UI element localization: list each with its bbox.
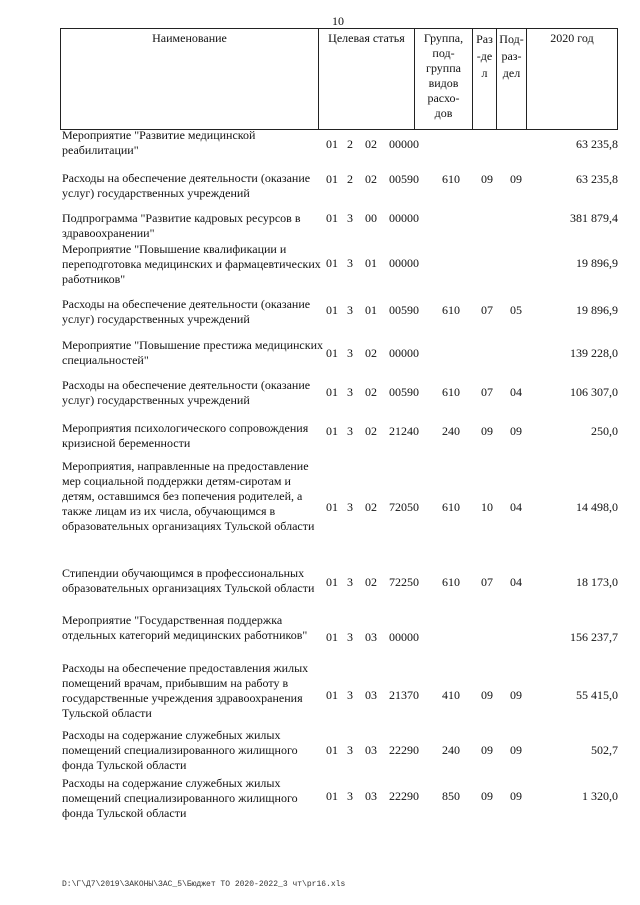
row-name: Расходы на обеспечение предоставления жилых помещений врачам, прибывшим на работу в государственные учреждения здравоохранения Тульской области xyxy=(62,661,309,720)
code-direction: 00000 xyxy=(389,630,419,644)
row-name: Расходы на обеспечение деятельности (оказание услуг) государственных учреждений xyxy=(62,171,311,200)
row-name: Расходы на содержание служебных жилых помещений специализированного жилищного фонда Тульской области xyxy=(62,776,298,820)
code-program: 01 xyxy=(326,303,338,317)
header-group xyxy=(414,29,472,129)
header-razdel xyxy=(472,29,496,129)
page-number: 10 xyxy=(332,14,344,28)
code-direction: 00590 xyxy=(389,172,419,186)
code-event: 03 xyxy=(365,630,377,644)
group-code: 610 xyxy=(442,575,460,589)
row-name: Расходы на обеспечение деятельности (оказание услуг) государственных учреждений xyxy=(62,297,311,326)
row-name: Подпрограмма "Развитие кадровых ресурсов в здравоохранении" xyxy=(62,211,301,240)
amount: 63 235,8 xyxy=(576,172,618,186)
code-direction: 00000 xyxy=(389,346,419,360)
header-podrazdel xyxy=(496,29,526,129)
code-subprogram: 3 xyxy=(347,630,353,644)
amount: 55 415,0 xyxy=(576,688,618,702)
razdel-code: 09 xyxy=(481,172,493,186)
code-subprogram: 3 xyxy=(347,743,353,757)
code-event: 03 xyxy=(365,688,377,702)
header-podrazdel-label: Под-раз-дел xyxy=(499,32,524,80)
group-code: 610 xyxy=(442,303,460,317)
code-event: 02 xyxy=(365,575,377,589)
code-subprogram: 3 xyxy=(347,256,353,270)
header-group-label: Группа, под-группа видов расхо-дов xyxy=(423,31,464,120)
amount: 19 896,9 xyxy=(576,303,618,317)
amount: 250,0 xyxy=(591,424,618,438)
row-name: Расходы на содержание служебных жилых помещений специализированного жилищного фонда Тульской области xyxy=(62,728,298,772)
row-name: Стипендии обучающимся в профессиональных образовательных организациях Тульской области xyxy=(62,566,315,595)
code-direction: 22290 xyxy=(389,789,419,803)
amount: 502,7 xyxy=(591,743,618,757)
amount: 63 235,8 xyxy=(576,137,618,151)
code-event: 01 xyxy=(365,256,377,270)
group-code: 240 xyxy=(442,743,460,757)
code-direction: 00000 xyxy=(389,137,419,151)
row-name: Мероприятие "Повышение престижа медицинских специальностей" xyxy=(62,338,324,367)
amount: 381 879,4 xyxy=(570,211,618,225)
code-event: 02 xyxy=(365,385,377,399)
amount: 14 498,0 xyxy=(576,500,618,514)
header-razdel-label: Раз-дел xyxy=(476,32,493,80)
row-name: Расходы на обеспечение деятельности (оказание услуг) государственных учреждений xyxy=(62,378,311,407)
code-program: 01 xyxy=(326,500,338,514)
code-program: 01 xyxy=(326,630,338,644)
code-subprogram: 2 xyxy=(347,172,353,186)
razdel-code: 09 xyxy=(481,743,493,757)
podrazdel-code: 05 xyxy=(510,303,522,317)
code-program: 01 xyxy=(326,172,338,186)
razdel-code: 09 xyxy=(481,424,493,438)
podrazdel-code: 09 xyxy=(510,743,522,757)
header-year xyxy=(526,29,618,129)
code-program: 01 xyxy=(326,688,338,702)
code-subprogram: 3 xyxy=(347,688,353,702)
code-direction: 00590 xyxy=(389,303,419,317)
amount: 19 896,9 xyxy=(576,256,618,270)
razdel-code: 09 xyxy=(481,688,493,702)
razdel-code: 07 xyxy=(481,303,493,317)
row-name: Мероприятие "Государственная поддержка отдельных категорий медицинских работников" xyxy=(62,613,308,642)
group-code: 610 xyxy=(442,385,460,399)
code-direction: 21240 xyxy=(389,424,419,438)
header-name xyxy=(60,29,318,129)
group-code: 240 xyxy=(442,424,460,438)
code-program: 01 xyxy=(326,211,338,225)
podrazdel-code: 04 xyxy=(510,385,522,399)
code-direction: 72050 xyxy=(389,500,419,514)
code-program: 01 xyxy=(326,789,338,803)
code-direction: 72250 xyxy=(389,575,419,589)
row-name: Мероприятия психологического сопровождения кризисной беременности xyxy=(62,421,309,450)
code-event: 02 xyxy=(365,424,377,438)
amount: 139 228,0 xyxy=(570,346,618,360)
podrazdel-code: 09 xyxy=(510,424,522,438)
code-event: 02 xyxy=(365,172,377,186)
header-target-article xyxy=(318,29,414,129)
header-year-label: 2020 год xyxy=(550,31,594,45)
row-name: Мероприятие "Развитие медицинской реабилитации" xyxy=(62,128,256,157)
podrazdel-code: 04 xyxy=(510,500,522,514)
table-header xyxy=(60,28,618,130)
row-name: Мероприятие "Повышение квалификации и переподготовка медицинских и фармацевтических работников" xyxy=(62,242,321,286)
code-event: 02 xyxy=(365,500,377,514)
razdel-code: 09 xyxy=(481,789,493,803)
code-program: 01 xyxy=(326,385,338,399)
podrazdel-code: 09 xyxy=(510,789,522,803)
footer-file-path: D:\Г\Д7\2019\ЗАКОНЫ\ЗАС_5\Бюджет ТО 2020-2022_3 чт\pr16.xls xyxy=(62,880,346,889)
code-program: 01 xyxy=(326,137,338,151)
code-program: 01 xyxy=(326,575,338,589)
header-target-label: Целевая статья xyxy=(328,31,405,45)
group-code: 610 xyxy=(442,172,460,186)
group-code: 410 xyxy=(442,688,460,702)
code-event: 03 xyxy=(365,743,377,757)
group-code: 850 xyxy=(442,789,460,803)
code-event: 02 xyxy=(365,137,377,151)
code-event: 00 xyxy=(365,211,377,225)
code-program: 01 xyxy=(326,256,338,270)
code-program: 01 xyxy=(326,424,338,438)
code-subprogram: 3 xyxy=(347,346,353,360)
group-code: 610 xyxy=(442,500,460,514)
code-event: 01 xyxy=(365,303,377,317)
razdel-code: 07 xyxy=(481,575,493,589)
amount: 156 237,7 xyxy=(570,630,618,644)
code-subprogram: 3 xyxy=(347,211,353,225)
header-name-label: Наименование xyxy=(152,31,227,45)
code-subprogram: 3 xyxy=(347,385,353,399)
code-direction: 22290 xyxy=(389,743,419,757)
code-subprogram: 2 xyxy=(347,137,353,151)
code-subprogram: 3 xyxy=(347,575,353,589)
code-subprogram: 3 xyxy=(347,303,353,317)
code-event: 02 xyxy=(365,346,377,360)
podrazdel-code: 04 xyxy=(510,575,522,589)
code-direction: 00590 xyxy=(389,385,419,399)
code-subprogram: 3 xyxy=(347,424,353,438)
razdel-code: 07 xyxy=(481,385,493,399)
podrazdel-code: 09 xyxy=(510,688,522,702)
code-subprogram: 3 xyxy=(347,789,353,803)
podrazdel-code: 09 xyxy=(510,172,522,186)
code-event: 03 xyxy=(365,789,377,803)
code-direction: 00000 xyxy=(389,211,419,225)
row-name: Мероприятия, направленные на предоставление мер социальной поддержки детям-сиротам и детям, оставшимся без попечения родителей, а также лицам из их числа, обучающимся в образовательных организациях Тульской области xyxy=(62,459,315,533)
amount: 18 173,0 xyxy=(576,575,618,589)
amount: 1 320,0 xyxy=(582,789,618,803)
code-program: 01 xyxy=(326,743,338,757)
code-direction: 21370 xyxy=(389,688,419,702)
razdel-code: 10 xyxy=(481,500,493,514)
amount: 106 307,0 xyxy=(570,385,618,399)
code-direction: 00000 xyxy=(389,256,419,270)
code-program: 01 xyxy=(326,346,338,360)
code-subprogram: 3 xyxy=(347,500,353,514)
